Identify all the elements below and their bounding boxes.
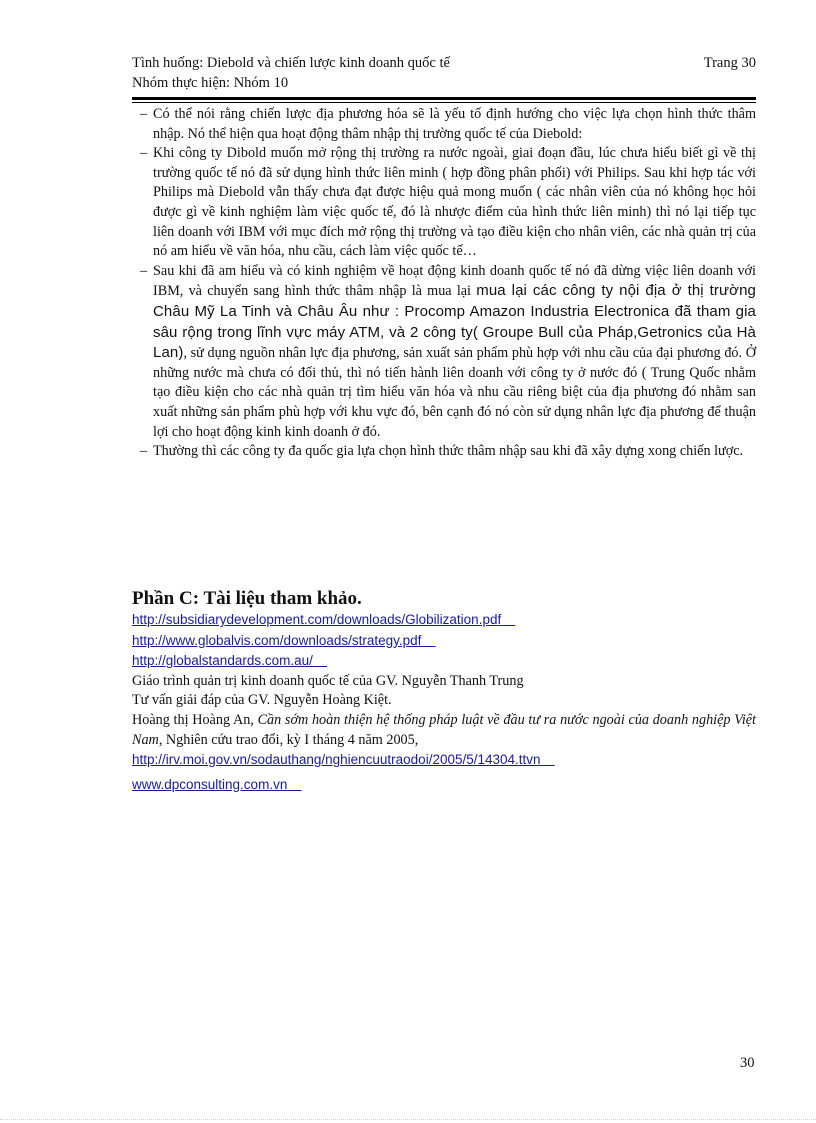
header-rule-thick	[132, 97, 756, 100]
header-rule-thin	[132, 102, 756, 103]
references-title: Phần C: Tài liệu tham khảo.	[132, 588, 362, 609]
bullet-item	[132, 442, 756, 462]
references-list	[132, 610, 756, 795]
bullet-dash: –	[140, 106, 148, 122]
case-title: Tình huống: Diebold và chiến lược kinh doanh quốc tế	[132, 55, 450, 71]
bullet-text-a: Sau khi đã am hiểu và có kinh nghiệm về hoạt động kinh doanh quốc tế nó đã dừng việc liên doanh với IBM, và chuyển sang hình thức thâm nhập là mua lại	[153, 262, 756, 300]
reference-link-3[interactable]: http://globalstandards.com.au/	[132, 653, 313, 669]
bullet-dash: –	[140, 443, 148, 460]
reference-item: Giáo trình quản trị kinh doanh quốc tế của GV. Nguyễn Thanh Trung	[132, 672, 524, 689]
reference-link-2[interactable]: http://www.globalvis.com/downloads/strategy.pdf	[132, 632, 422, 648]
bullet-item	[132, 262, 756, 442]
reference-item: Tư vấn giải đáp của GV. Nguyễn Hoàng Kiệt.	[132, 692, 392, 709]
body-text	[132, 105, 756, 462]
bullet-text: Khi công ty Dibold muốn mở rộng thị trường ra nước ngoài, giai đoạn đầu, lúc chưa hiểu biết gì về thị trường quốc tế nó đã sử dụng hình thức liên minh ( hợp đồng phân phối) với Philips. Sau khi hợp tác với Philips mà Diebold vẫn thấy chưa đạt được hiệu quả mong muốn ( các nhân viên của nó không học hỏi được gì về kinh nghiệm làm việc quốc tế, đó là nhược điểm của hình thức liên minh) thì nó lại tiếp tục liên doanh với IBM với mục đích mở rộng thị trường và tạo điều kiện cho nhân viên, các nhà quản trị của nó am hiểu về văn hóa, nhu cầu, cách làm việc quốc tế…	[153, 145, 756, 260]
reference-link-7[interactable]: www.dpconsulting.com.vn	[132, 776, 288, 792]
reference-link-6[interactable]: http://irv.moi.gov.vn/sodauthang/nghiencuutraodoi/2005/5/14304.ttvn	[132, 752, 541, 768]
page-number: 30	[740, 1055, 755, 1071]
bullet-text: Có thể nói rằng chiến lược địa phương hóa sẽ là yếu tố định hướng cho việc lựa chọn hình thức thâm nhập. Nó thể hiện qua hoạt động thâm nhập thị trường quốc tế của Diebold:	[153, 106, 756, 142]
bullet-item	[132, 144, 756, 262]
bullet-dash: –	[140, 145, 148, 162]
bullet-item	[132, 105, 756, 144]
reference-item	[132, 711, 756, 750]
reference-author: Hoàng thị Hoàng An,	[132, 711, 258, 728]
page-label: Trang 30	[703, 55, 756, 71]
bullet-text-b: mua lại các công ty nội địa ở thị trường Châu Mỹ La Tinh và Châu Âu như : Procomp Amazon Industria Electronica đã tham gia sâu rộng trong lĩnh vực máy ATM, và 2 công ty( Groupe Bull của Pháp,Getronics của Hà Lan)	[153, 282, 756, 362]
page-bottom-border	[0, 1119, 816, 1120]
reference-title-italic: Cần sớm hoàn thiện hệ thống pháp luật về đầu tư ra nước ngoài của doanh nghiệp Việt Nam	[132, 711, 756, 748]
reference-source: , Nghiên cứu trao đổi, kỳ I tháng 4 năm 2005,	[158, 731, 419, 748]
bullet-text-c: , sử dụng nguồn nhân lực địa phương, sản xuất sản phẩm phù hợp với nhu cầu của đại phương đó. Ở những nước mà chưa có đối thủ, thì nó tiến hành liên doanh với công ty ở nước đó ( Trung Quốc nhằm tạo điều kiện cho các nhà quản trị tìm hiểu văn hóa và nhu cầu riêng biệt của địa phương đó nhằm san xuất những sản phẩm phù hợp với khu vực đó, bên cạnh đó nó còn sử dụng nhân lực địa phương để thuận lợi cho hoạt động kinh kinh doanh ở đó.	[153, 345, 756, 440]
reference-link-1[interactable]: http://subsidiarydevelopment.com/downloads/Globilization.pdf	[132, 612, 502, 627]
bullet-text: Thường thì các công ty đa quốc gia lựa chọn hình thức thâm nhập sau khi đã xây dựng xong chiến lược.	[153, 443, 744, 460]
bullet-dash: –	[140, 262, 148, 279]
group-label: Nhóm thực hiện: Nhóm 10	[132, 75, 289, 91]
page-header	[132, 53, 756, 93]
